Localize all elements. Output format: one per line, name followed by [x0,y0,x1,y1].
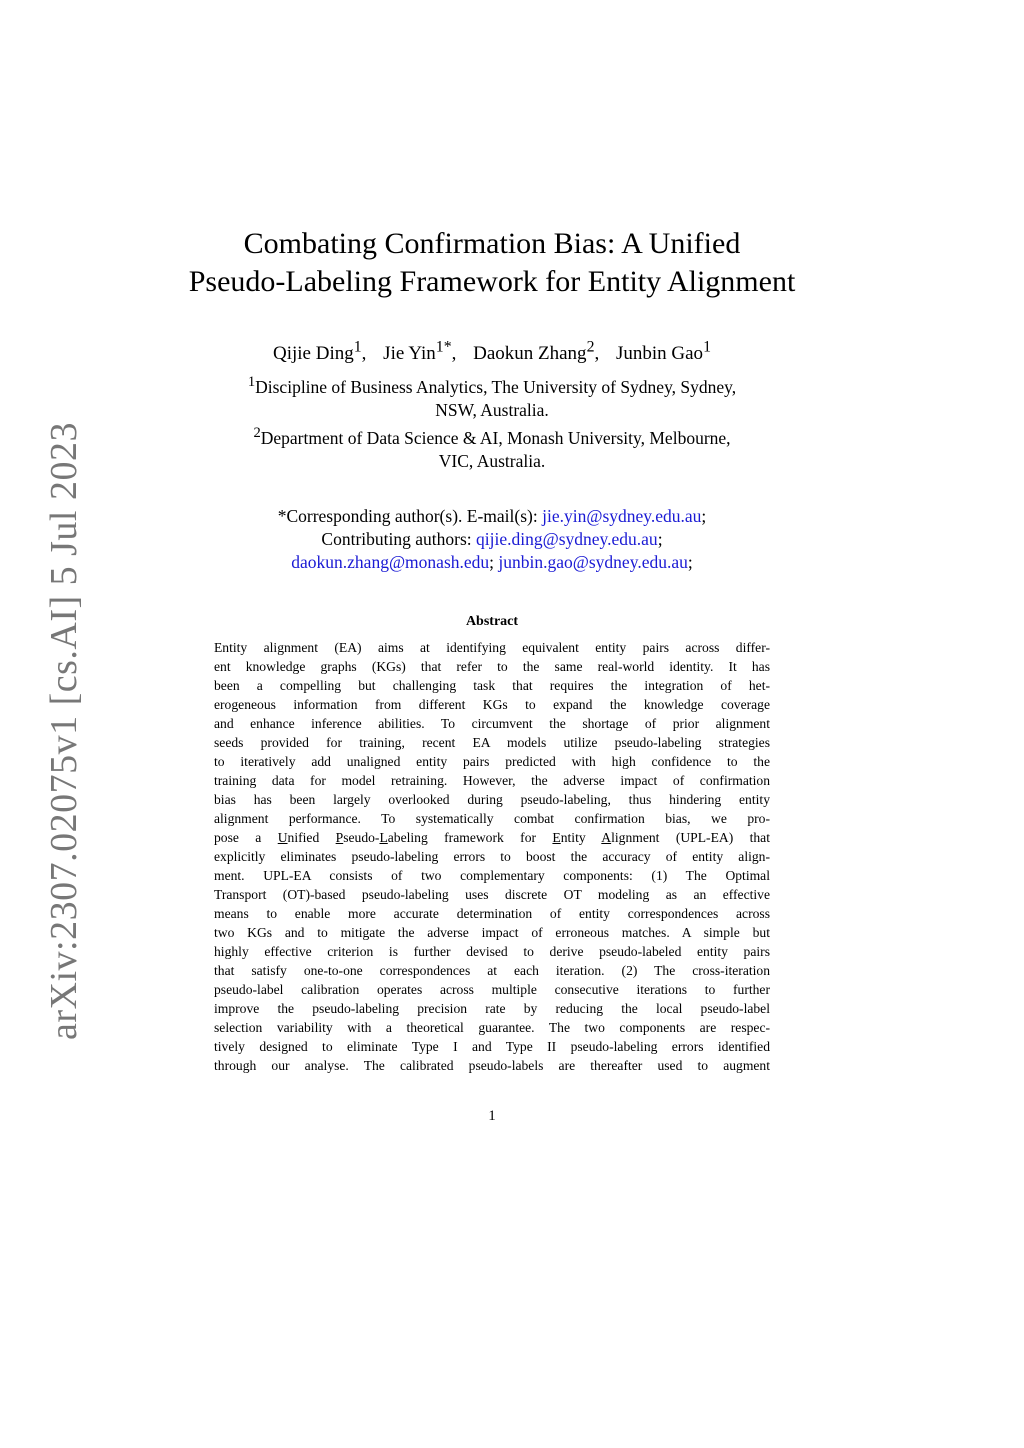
abstract-line: tively designed to eliminate Type I and Type II pseudo-labeling errors identified [214,1039,770,1054]
author: Daokun Zhang$^2$, [473,339,600,365]
email-link-jie-yin[interactable]: jie.yin@sydney.edu.au [542,506,702,526]
email-link-junbin-gao[interactable]: junbin.gao@sydney.edu.au [498,552,688,572]
abstract-line: to iteratively add unaligned entity pairs predicted with high confidence to the [214,754,770,769]
abstract-line: that satisfy one-to-one correspondences at each iteration. (2) The cross-iteration [214,963,770,978]
contributing-authors-line: Contributing authors: qijie.ding@sydney.edu.au; [321,529,663,549]
abstract-line: through our analyse. The calibrated pseudo-labels are thereafter used to augment [214,1058,770,1073]
abstract-line: training data for model retraining. However, the adverse impact of confirmation [214,773,770,788]
affiliation-1: $^1$Discipline of Business Analytics, The University of Sydney, Sydney, NSW, Australia. [247,374,737,420]
paper-title-line-1: Combating Confirmation Bias: A Unified [243,227,741,260]
abstract-line: highly effective criterion is further devised to derive pseudo-labeled entity pairs [214,944,770,959]
author-list [0,335,984,367]
abstract-line: selection variability with a theoretical guarantee. The two components are respec- [214,1020,770,1035]
contributing-authors-line-2: daokun.zhang@monash.edu; junbin.gao@sydney.edu.au; [291,552,693,572]
author: Jie Yin$^{1*}$, [383,339,457,365]
abstract-body [214,638,770,1075]
affiliations [200,371,784,473]
abstract-line: seeds provided for training, recent EA models utilize pseudo-labeling strategies [214,735,770,750]
paper-title-line-2: Pseudo-Labeling Framework for Entity Alignment [188,265,796,298]
abstract-line: pose a Unified Pseudo-Labeling framework for Entity Alignment (UPL-EA) that [214,830,770,845]
abstract-line: ent knowledge graphs (KGs) that refer to the same real-world identity. It has [214,659,770,674]
abstract-line: been a compelling but challenging task that requires the integration of het- [214,678,770,693]
abstract-line: means to enable more accurate determination of entity correspondences across [214,906,770,921]
page-number: 1 [488,1108,496,1124]
email-link-qijie-ding[interactable]: qijie.ding@sydney.edu.au [476,529,658,549]
abstract-line: Entity alignment (EA) aims at identifying equivalent entity pairs across differ- [214,640,770,655]
abstract-line: Transport (OT)-based pseudo-labeling uses discrete OT modeling as an effective [214,887,770,902]
email-link-daokun-zhang[interactable]: daokun.zhang@monash.edu [291,552,490,572]
abstract-line: explicitly eliminates pseudo-labeling errors to boost the accuracy of entity align- [214,849,770,864]
abstract-line: erogeneous information from different KGs to expand the knowledge coverage [214,697,770,712]
abstract-line: improve the pseudo-labeling precision rate by reducing the local pseudo-label [214,1001,770,1016]
abstract-line: bias has been largely overlooked during pseudo-labeling, thus hindering entity [214,792,770,807]
abstract-line: two KGs and to mitigate the adverse impact of erroneous matches. A simple but [214,925,770,940]
paper-title [0,225,984,301]
abstract-heading: Abstract [465,614,519,629]
correspondence-block [200,505,784,574]
corresponding-author-line: *Corresponding author(s). E-mail(s): jie.yin@sydney.edu.au; [277,506,707,526]
abstract-line: ment. UPL-EA consists of two complementary components: (1) The Optimal [214,868,770,883]
abstract-line: pseudo-label calibration operates across multiple consecutive iterations to further [214,982,770,997]
author: Qijie Ding$^1$, [273,339,367,365]
abstract-line: and enhance inference abilities. To circumvent the shortage of prior alignment [214,716,770,731]
arxiv-identifier-stamp[interactable]: arXiv:2307.02075v1 [cs.AI] 5 Jul 2023 [43,422,85,1040]
affiliation-2: $^2$Department of Data Science & AI, Monash University, Melbourne, VIC, Australia. [253,424,731,471]
author: Junbin Gao$^1$ [615,339,711,365]
abstract-line: alignment performance. To systematically combat confirmation bias, we pro- [214,811,770,826]
